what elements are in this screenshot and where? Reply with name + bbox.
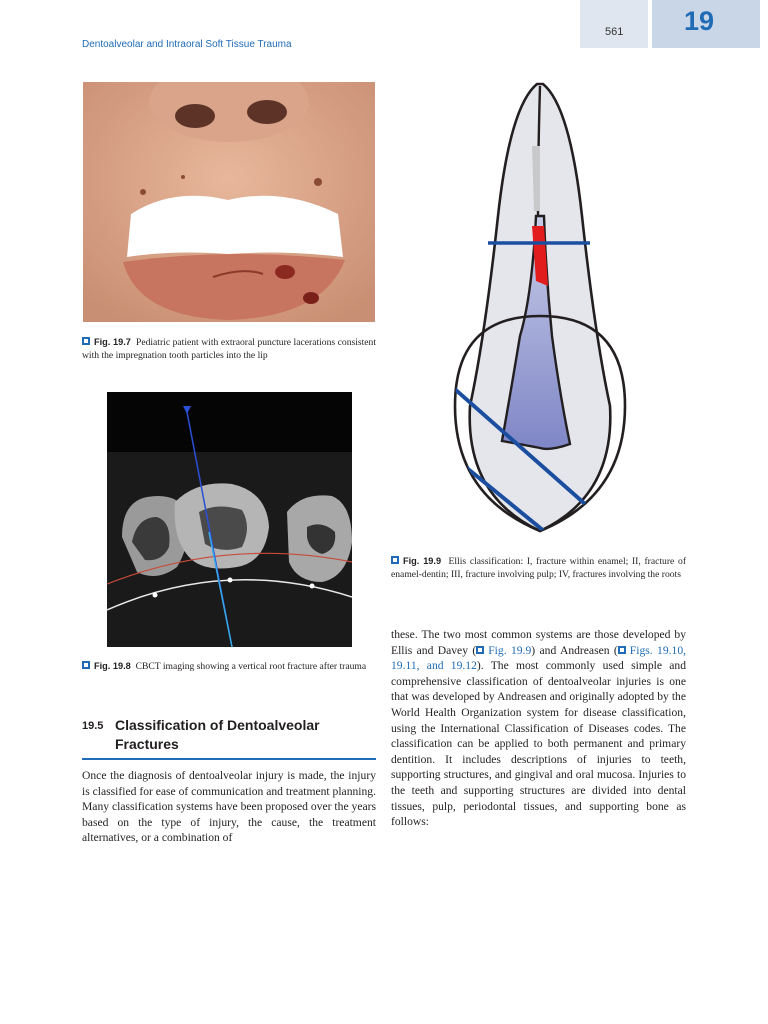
- chapter-number: 19: [684, 6, 715, 36]
- section-number: 19.5: [82, 720, 104, 732]
- figure-marker-icon: [476, 646, 484, 654]
- figure-19-7-caption: Fig. 19.7 Pediatric patient with extraoral puncture lacerations consistent with the impregnation tooth particles into the lip: [82, 337, 377, 361]
- figure-19-9-caption: Fig. 19.9 Ellis classification: I, fracture within enamel; II, fracture of enamel-dentin; III, fracture involving pulp; IV, fractures involving the roots: [391, 556, 687, 580]
- figure-19-9-tooth-diagram: [440, 76, 640, 546]
- section-title: Classification of Dentoalveolar Fractures: [115, 717, 320, 752]
- figure-marker-icon: [391, 556, 399, 564]
- page-number: 561: [605, 26, 624, 38]
- figure-marker-icon: [82, 661, 90, 669]
- body-paragraph-right: these. The two most common systems are those developed by Ellis and Davey ( Fig. 19.9) and Andreasen ( Figs. 19.10, 19.11, and 19.12). The most commonly used simple and comprehensive classification of dentoalveolar injuries is one that was developed by Andreasen and originally adopted by the World Health Organization system for disease classification, using the International Classification of Diseases codes. The classification can be applied to both permanent and primary dentition. It includes descriptions of injuries to teeth, supporting structures, and gingival and oral mucosa. Injuries to the teeth and supporting structures are divided into dental tissues, pulp, periodontal tissues, and supporting bone as follows:: [391, 628, 687, 829]
- body-paragraph-left: Once the diagnosis of dentoalveolar injury is made, the injury is classified for ease of communication and treatment planning. Many classification systems have been proposed over the years based on the type of injury, the cause, the treatment alternatives, or a combination of: [82, 769, 376, 845]
- figure-reference-link[interactable]: Figs. 19.10, 19.11, and 19.12: [391, 643, 687, 673]
- page-number-tab: [580, 0, 648, 48]
- figure-19-8-caption: Fig. 19.8 CBCT imaging showing a vertical root fracture after trauma: [82, 660, 376, 674]
- figure-reference-link[interactable]: Fig. 19.9: [488, 643, 532, 657]
- figure-19-8-cbct: [107, 392, 352, 647]
- running-title: Dentoalveolar and Intraoral Soft Tissue Trauma: [82, 39, 292, 50]
- figure-19-7-photo: [83, 82, 375, 322]
- section-rule: [82, 758, 376, 760]
- figure-marker-icon: [82, 337, 90, 345]
- figure-marker-icon: [618, 646, 626, 654]
